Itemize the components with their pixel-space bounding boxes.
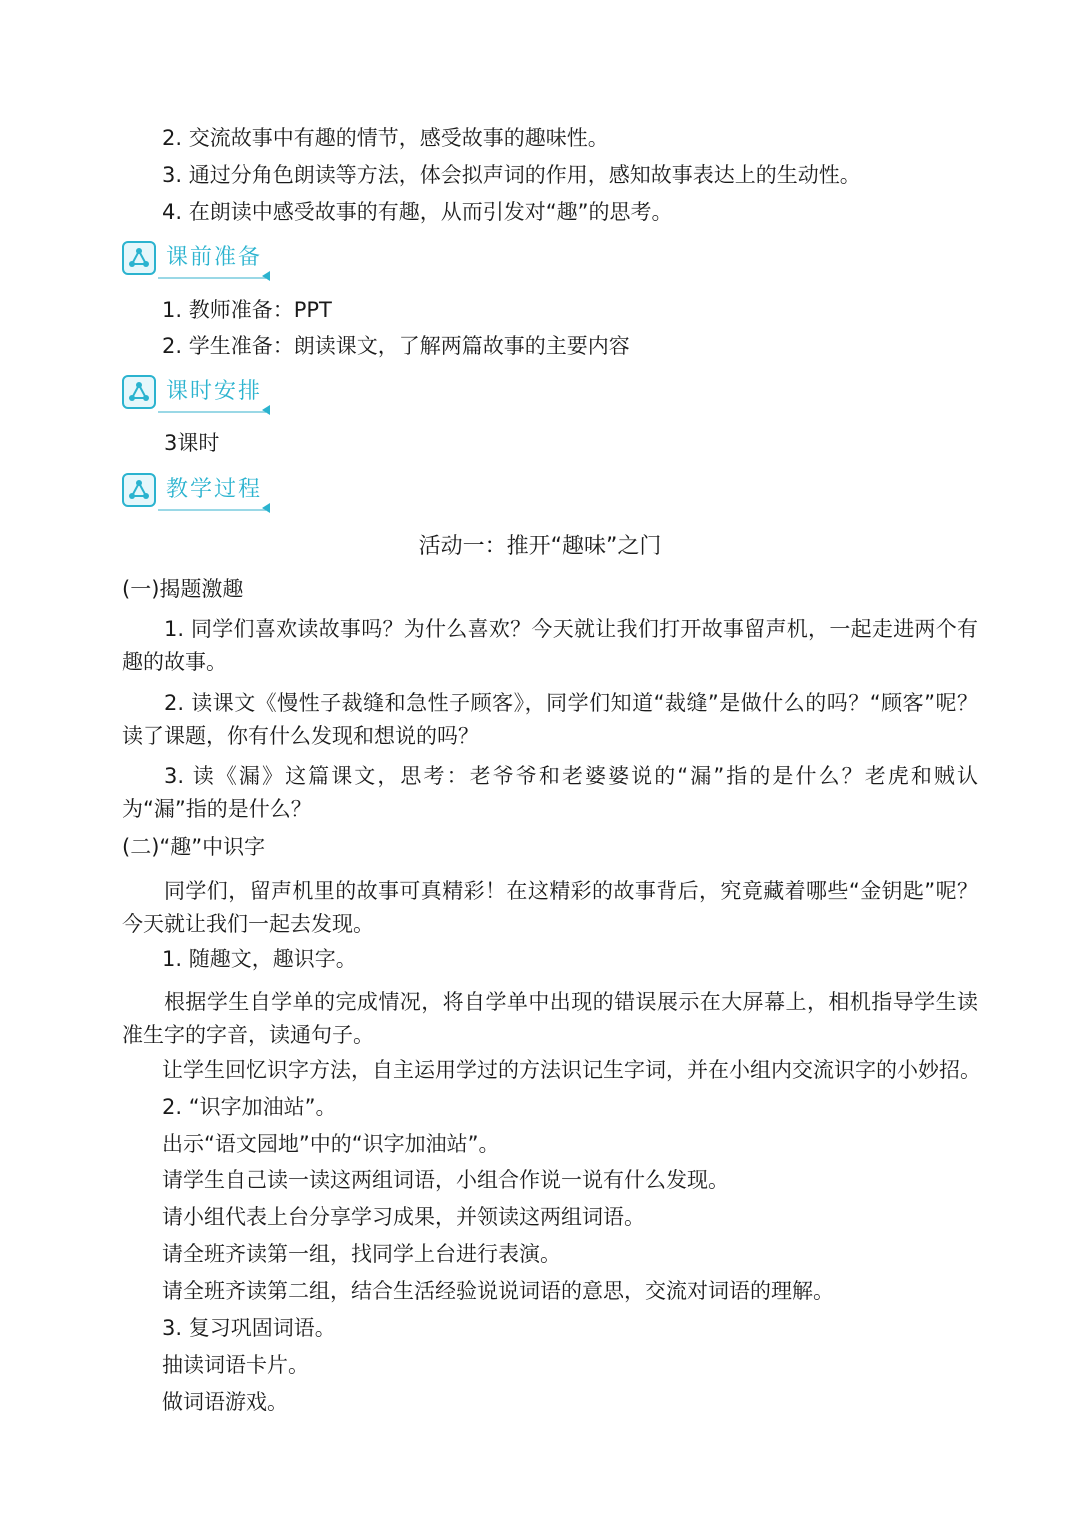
objective-2: 2. 交流故事中有趣的情节，感受故事的趣味性。: [162, 126, 609, 150]
section-title: 课前准备: [166, 245, 263, 270]
part2-item-1-line: 让学生回忆识字方法，自主运用学过的方法识记生字词，并在小组内交流识字的小妙招。: [162, 1058, 981, 1082]
objective-4: 4. 在朗读中感受故事的有趣，从而引发对“趣”的思考。: [162, 200, 673, 224]
network-icon: [122, 241, 156, 275]
part1-para-2: 2. 读课文《慢性子裁缝和急性子顾客》，同学们知道“裁缝”是做什么的吗？“顾客”呢？读了课题，你有什么发现和想说的吗？: [122, 691, 978, 748]
section-header-prep: [122, 241, 272, 281]
objective-3: 3. 通过分角色朗读等方法，体会拟声词的作用，感知故事表达上的生动性。: [162, 163, 861, 187]
part2-item-3-line-2: 做词语游戏。: [162, 1390, 288, 1414]
section-underline: [158, 509, 266, 511]
part2-item-2-line-5: 请全班齐读第二组，结合生活经验说说词语的意思，交流对词语的理解。: [162, 1279, 834, 1303]
part2-item-2-line-2: 请学生自己读一读这两组词语，小组合作说一说有什么发现。: [162, 1168, 729, 1192]
part2-item-1-para: 根据学生自学单的完成情况，将自学单中出现的错误展示在大屏幕上，相机指导学生读准生字的字音，读通句子。: [122, 990, 978, 1047]
part2-heading: (二)“趣”中识字: [122, 835, 266, 859]
part2-item-1: 1. 随趣文，趣识字。: [162, 947, 357, 971]
schedule-text: 3课时: [164, 431, 220, 455]
section-title: 教学过程: [166, 477, 263, 502]
activity-title: 活动一：推开“趣味”之门: [418, 534, 662, 559]
network-icon: [122, 375, 156, 409]
part2-item-2-line-3: 请小组代表上台分享学习成果，并领读这两组词语。: [162, 1205, 645, 1229]
section-header-process: [122, 473, 272, 513]
part2-item-2-line-4: 请全班齐读第一组，找同学上台进行表演。: [162, 1242, 561, 1266]
part1-heading: (一)揭题激趣: [122, 577, 244, 601]
section-header-schedule: [122, 375, 272, 415]
prep-item-2: 2. 学生准备：朗读课文，了解两篇故事的主要内容: [162, 334, 630, 358]
part2-item-2-line-1: 出示“语文园地”中的“识字加油站”。: [162, 1132, 500, 1156]
network-icon: [122, 473, 156, 507]
part1-para-3: 3. 读《漏》这篇课文，思考：老爷爷和老婆婆说的“漏”指的是什么？老虎和贼认为“漏”指的是什么？: [122, 764, 978, 821]
triangle-marker-icon: [262, 405, 270, 415]
part2-item-3: 3. 复习巩固词语。: [162, 1316, 336, 1340]
part1-para-1: 1. 同学们喜欢读故事吗？为什么喜欢？今天就让我们打开故事留声机，一起走进两个有趣的故事。: [122, 617, 978, 674]
part2-item-3-line-1: 抽读词语卡片。: [162, 1353, 309, 1377]
part2-intro: 同学们，留声机里的故事可真精彩！在这精彩的故事背后，究竟藏着哪些“金钥匙”呢？今天就让我们一起去发现。: [122, 879, 978, 936]
section-underline: [158, 277, 266, 279]
triangle-marker-icon: [262, 503, 270, 513]
prep-item-1: 1. 教师准备：PPT: [162, 298, 332, 322]
section-title: 课时安排: [166, 379, 263, 404]
triangle-marker-icon: [262, 271, 270, 281]
part2-item-2: 2. “识字加油站”。: [162, 1095, 337, 1119]
section-underline: [158, 411, 266, 413]
